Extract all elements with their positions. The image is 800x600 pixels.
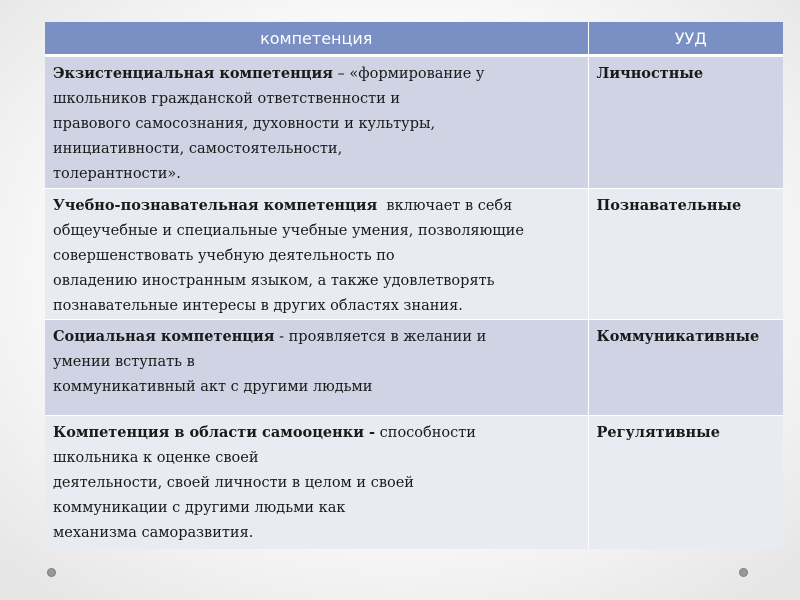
competence-name: Компетенция в области самооценки - [53, 424, 376, 441]
table-row [45, 416, 783, 549]
description-line: познавательные интересы в других областях знания. [53, 298, 463, 314]
description-line: - проявляется в желании и [274, 329, 487, 345]
description-line: общеучебные и специальные учебные умения, позволяющие [53, 223, 524, 239]
description-line: включает в себя [377, 198, 513, 214]
table-row [45, 189, 783, 320]
uud-cell: Регулятивные [588, 416, 783, 549]
description-line: толерантности». [53, 166, 181, 182]
table-header-row [45, 22, 783, 56]
header-uud: УУД [588, 22, 783, 56]
description-line: овладению иностранным языком, а также удовлетворять [53, 273, 495, 289]
competence-name: Экзистенциальная компетенция [53, 65, 333, 82]
uud-cell: Личностные [588, 56, 783, 189]
description-line: коммуникативный акт с другими людьми [53, 379, 373, 395]
description-line: правового самосознания, духовности и культуры, [53, 116, 436, 132]
description-line: совершенствовать учебную деятельность по [53, 248, 395, 264]
description-line: – «формирование у [332, 66, 485, 82]
description-line: коммуникации с другими людьми как [53, 500, 346, 516]
description-line: способности [375, 425, 476, 441]
table-row [45, 56, 783, 189]
description-line: умении вступать в [53, 354, 195, 370]
uud-cell: Коммуникативные [588, 320, 783, 416]
decorative-dot-right [739, 568, 748, 577]
decorative-dot-left [47, 568, 56, 577]
competence-name: Учебно-познавательная компетенция [53, 197, 378, 214]
description-line: механизма саморазвития. [53, 525, 254, 541]
competence-cell [45, 416, 588, 549]
competence-cell [45, 56, 588, 189]
competence-cell [45, 189, 588, 320]
uud-cell: Познавательные [588, 189, 783, 320]
description-line: деятельности, своей личности в целом и своей [53, 475, 414, 491]
competence-cell [45, 320, 588, 416]
table-row [45, 320, 783, 416]
competence-table [45, 22, 783, 549]
competence-name: Социальная компетенция [53, 328, 275, 345]
description-line: инициативности, самостоятельности, [53, 141, 343, 157]
header-competence: компетенция [45, 22, 588, 56]
description-line: школьника к оценке своей [53, 450, 259, 466]
description-line: школьников гражданской ответственности и [53, 91, 401, 107]
